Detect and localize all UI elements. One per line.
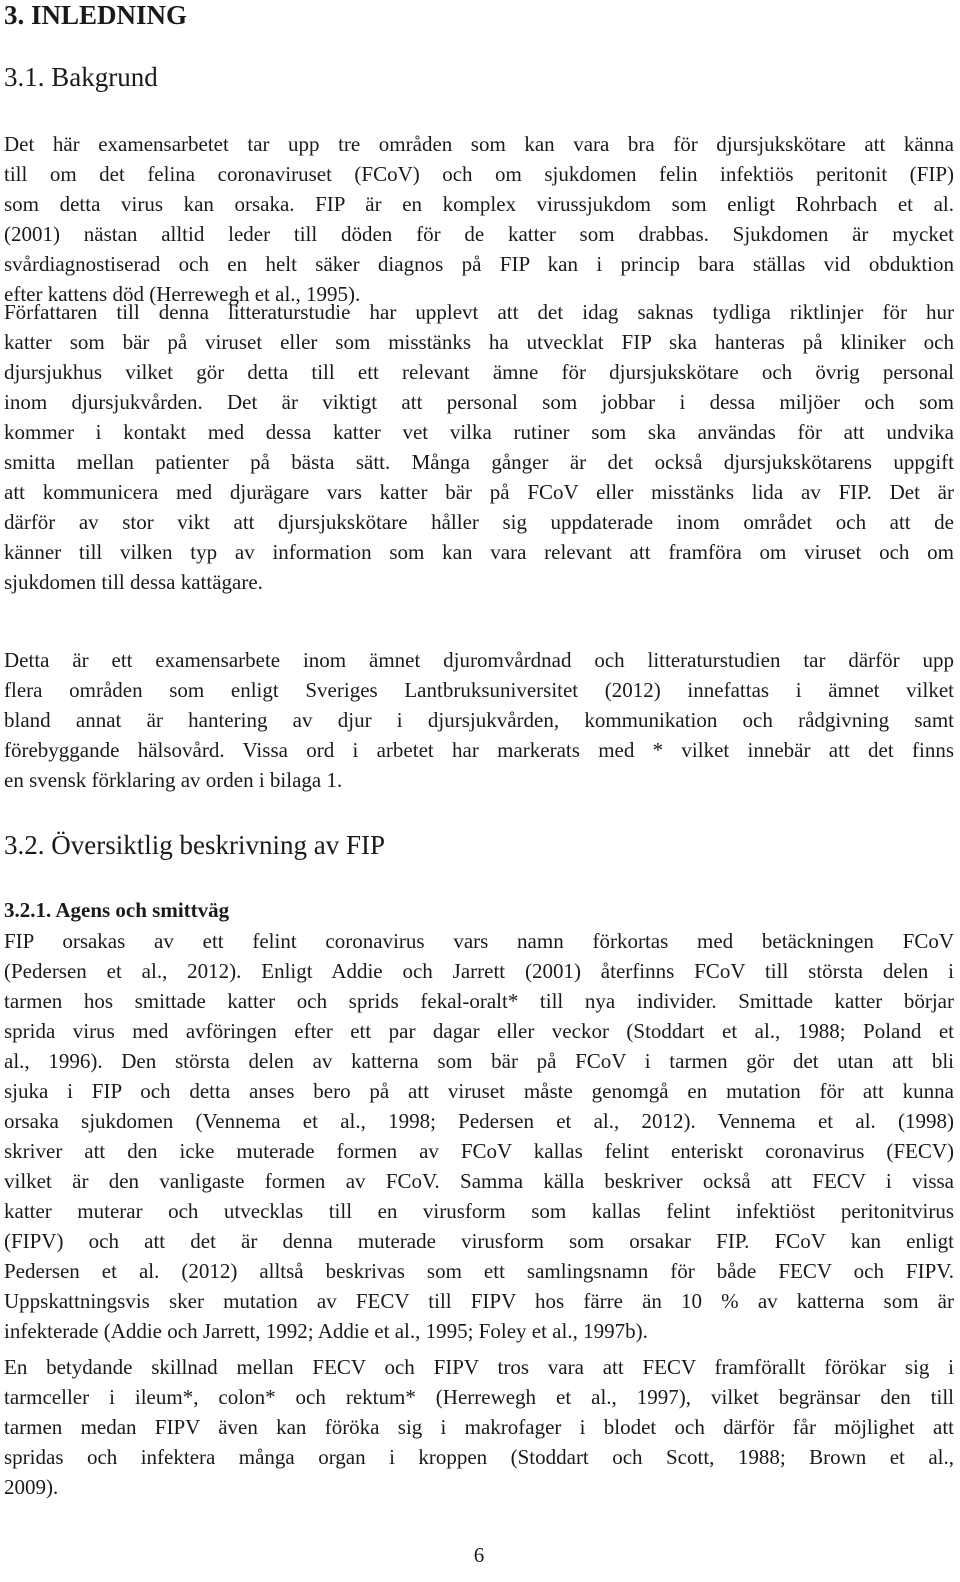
text-line: sprida virus med avföringen efter ett par dagar eller veckor (Stoddart et al., 1988; Poland et	[4, 1019, 954, 1043]
text-line: (FIPV) och att det är denna muterade virusform som orsakar FIP. FCoV kan enligt	[4, 1229, 954, 1253]
paragraph-agens-1	[4, 926, 954, 1346]
text-line: katter muterar och utvecklas till en virusform som kallas felint infektiöst peritonitvirus	[4, 1199, 954, 1223]
text-line: tarmen hos smittade katter och sprids fekal-oralt* till nya individer. Smittade katter börjar	[4, 989, 954, 1013]
text-line: sjukdomen till dessa kattägare.	[4, 570, 263, 594]
text-line: (2001) nästan alltid leder till döden för de katter som drabbas. Sjukdomen är mycket	[4, 222, 954, 246]
paragraph-bakgrund-2	[4, 297, 954, 597]
chapter-heading: 3. INLEDNING	[4, 0, 188, 30]
text-line: Uppskattningsvis sker mutation av FECV till FIPV hos färre än 10 % av katterna som är	[4, 1289, 954, 1313]
text-line: tarmen medan FIPV även kan föröka sig i makrofager i blodet och därför får möjlighet att	[4, 1415, 954, 1439]
text-line: smitta mellan patienter på bästa sätt. Många gånger är det också djursjukskötarens uppgift	[4, 450, 954, 474]
text-line: FIP orsakas av ett felint coronavirus vars namn förkortas med betäckningen FCoV	[4, 929, 954, 953]
text-line: efter kattens död (Herrewegh et al., 1995).	[4, 282, 361, 306]
text-line: En betydande skillnad mellan FECV och FIPV tros vara att FECV framförallt förökar sig i	[4, 1355, 954, 1379]
section-heading-bakgrund: 3.1. Bakgrund	[4, 62, 158, 92]
text-line: därför av stor vikt att djursjukskötare håller sig uppdaterade inom området och att de	[4, 510, 954, 534]
text-line: 2009).	[4, 1475, 59, 1499]
text-line: tarmceller i ileum*, colon* och rektum* (Herrewegh et al., 1997), vilket begränsar den till	[4, 1385, 954, 1409]
section-heading-oversikt: 3.2. Översiktlig beskrivning av FIP	[4, 830, 385, 860]
text-line: vilket är den vanligaste formen av FCoV. Samma källa beskriver också att FECV i vissa	[4, 1169, 954, 1193]
text-line: al., 1996). Den största delen av katterna som bär på FCoV i tarmen gör det utan att bli	[4, 1049, 954, 1073]
text-line: flera områden som enligt Sveriges Lantbruksuniversitet (2012) innefattas i ämnet vilket	[4, 678, 954, 702]
paragraph-bakgrund-3	[4, 645, 954, 795]
text-line: Det här examensarbetet tar upp tre områden som kan vara bra för djursjukskötare att känna	[4, 132, 954, 156]
text-line: till om det felina coronaviruset (FCoV) och om sjukdomen felin infektiös peritonit (FIP)	[4, 162, 954, 186]
text-line: sjuka i FIP och detta anses bero på att viruset måste genomgå en mutation för att kunna	[4, 1079, 954, 1103]
text-line: Författaren till denna litteraturstudie har upplevt att det idag saknas tydliga riktlinjer för hur	[4, 300, 954, 324]
text-line: inom djursjukvården. Det är viktigt att personal som jobbar i dessa miljöer och som	[4, 390, 954, 414]
text-line: bland annat är hantering av djur i djursjukvården, kommunikation och rådgivning samt	[4, 708, 954, 732]
text-line: spridas och infektera många organ i kroppen (Stoddart och Scott, 1988; Brown et al.,	[4, 1445, 954, 1469]
subsection-heading-agens: 3.2.1. Agens och smittväg	[4, 898, 230, 922]
text-line: Pedersen et al. (2012) alltså beskrivas som ett samlingsnamn för både FECV och FIPV.	[4, 1259, 954, 1283]
text-line: (Pedersen et al., 2012). Enligt Addie och Jarrett (2001) återfinns FCoV till största delen i	[4, 959, 954, 983]
paragraph-bakgrund-1	[4, 129, 954, 309]
text-line: orsaka sjukdomen (Vennema et al., 1998; Pedersen et al., 2012). Vennema et al. (1998)	[4, 1109, 954, 1133]
text-line: som detta virus kan orsaka. FIP är en komplex virussjukdom som enligt Rohrbach et al.	[4, 192, 954, 216]
text-line: förebyggande hälsovård. Vissa ord i arbetet har markerats med * vilket innebär att det finns	[4, 738, 954, 762]
paragraph-agens-2	[4, 1352, 954, 1502]
text-line: en svensk förklaring av orden i bilaga 1.	[4, 768, 343, 792]
text-line: infekterade (Addie och Jarrett, 1992; Addie et al., 1995; Foley et al., 1997b).	[4, 1319, 648, 1343]
text-line: djursjukhus vilket gör detta till ett relevant ämne för djursjukskötare och övrig personal	[4, 360, 954, 384]
text-line: känner till vilken typ av information som kan vara relevant att framföra om viruset och om	[4, 540, 954, 564]
text-line: katter som bär på viruset eller som misstänks ha utvecklat FIP ska hanteras på kliniker och	[4, 330, 954, 354]
text-line: att kommunicera med djurägare vars katter bär på FCoV eller misstänks lida av FIP. Det är	[4, 480, 954, 504]
page-number: 6	[473, 1543, 485, 1567]
text-line: skriver att den icke muterade formen av FCoV kallas felint enteriskt coronavirus (FECV)	[4, 1139, 954, 1163]
text-line: Detta är ett examensarbete inom ämnet djuromvårdnad och litteraturstudien tar därför upp	[4, 648, 954, 672]
text-line: kommer i kontakt med dessa katter vet vilka rutiner som ska användas för att undvika	[4, 420, 954, 444]
text-line: svårdiagnostiserad och en helt säker diagnos på FIP kan i princip bara ställas vid obduktion	[4, 252, 954, 276]
